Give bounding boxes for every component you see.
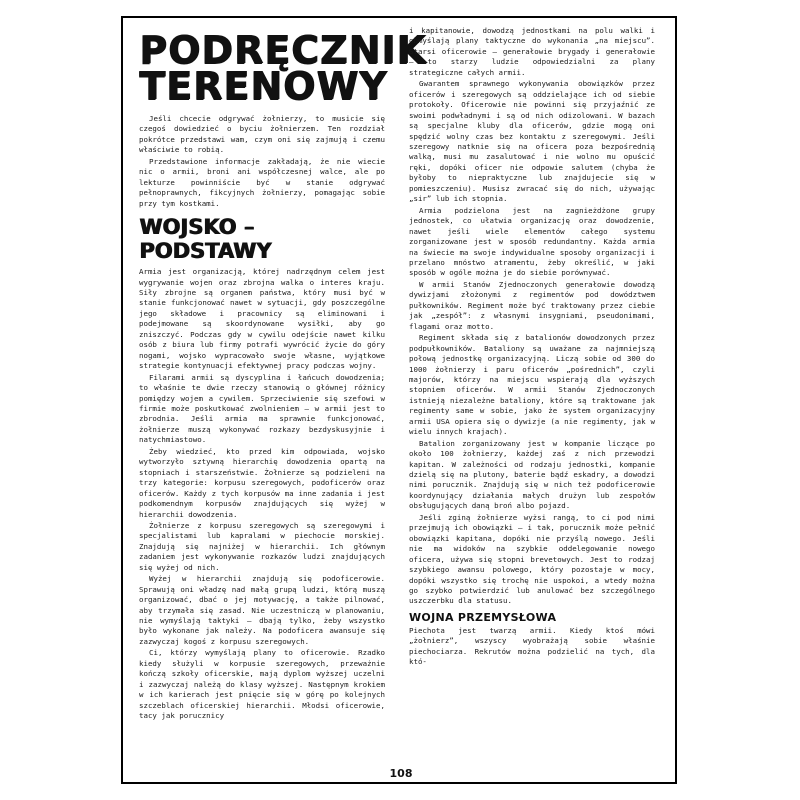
intro-paragraph: Jeśli chcecie odgrywać żołnierzy, to musicie się czegoś dowiedzieć o byciu żołnierzem. Ten rozdział pokrótce przedstawi wam, czym oni się zajmują i czemu właściwie to robią. [139,114,385,155]
body-paragraph: Gwarantem sprawnego wykonywania obowiązków przez oficerów i szeregowych są oddzielające ich od siebie protokoły. Oficerowie nie powinni się przyjaźnić ze swoimi podwładnymi i są od nich odizolowani. W bazach są specjalne kluby dla oficerów, gdzie mogą oni spędzić wolny czas bez kontaktu z szeregowymi. Jeśli szeregowy natknie się na oficera poza bezpośrednią walką, musi mu zasalutować i nie wolno mu opuścić ręki, dopóki oficer nie odpowie salutem (chyba że byłoby to niepraktyczne lub znajdujecie się w pomieszczeniu). Musisz zwracać się do nich, używając „sir” lub ich stopnia. [409,79,655,204]
page-number: 108 [389,767,413,780]
page-title: PODRĘCZNIK TERENOWY [139,28,427,108]
body-paragraph: Filarami armii są dyscyplina i łańcuch dowodzenia; to właśnie te dwie rzeczy stanowią o głównej różnicy pomiędzy wojem a cywilem. Sprzeciwienie się szefowi w firmie może poskutkować zwolnieniem – w armii jest to zbrodnia. Jeśli armia ma sprawnie funkcjonować, żołnierze muszą wykonywać rozkazy bezdyskusyjnie i natychmiastowo. [139,372,385,445]
body-paragraph: Armia podzielona jest na zagnieżdżone grupy jednostek, co ułatwia organizację oraz dowodzenie, nawet jeśli wiele elementów całego systemu zorganizowane jest w sposób redundantny. Każda armia na świecie ma swoje indywidualne sposoby organizacji i przelano mnóstwo atramentu, żeby określić, w jaki sposób w ogóle można je do siebie porównywać. [409,205,655,278]
body-paragraph: Piechota jest twarzą armii. Kiedy ktoś mówi „żołnierz”, wszyscy wyobrażają sobie właśnie piechociarza. Rekrutów można podzielić na tych, dla któ- [409,625,655,667]
body-paragraph: Wyżej w hierarchii znajdują się podoficerowie. Sprawują oni władzę nad małą grupą ludzi, którą muszą organizować, dbać o jej motywację, a także pilnować, aby trzymała się zasad. Nie uczestniczą w planowaniu, nie wymyślają taktyki – dbają tylko, żeby wszystko było wykonane jak należy. Na podoficera awansuje się zazwyczaj kogoś z korpusu szeregowych. [139,574,385,646]
right-column [409,26,655,669]
body-paragraph: Ci, którzy wymyślają plany to oficerowie. Rzadko kiedy służyli w korpusie szeregowych, przeważnie kończą szkoły oficerskie, mają dyplom wyższej uczelni i zazwyczaj należą do klasy wyższej. Następnym krokiem w ich karierach jest pnięcie się w górę po kolejnych szczeblach oficerskiej hierarchii. Młodsi oficerowie, tacy jak porucznicy [139,648,385,721]
body-paragraph: Regiment składa się z batalionów dowodzonych przez podpułkowników. Bataliony są uważane za najmniejszą połową jednostkę organizacyjną. Liczą sobie od 300 do 1000 żołnierzy i paru oficerów „pośrednich”, czyli majorów, którzy na miejscu wspierają dla wyższych stopniem oficerów. W armii Stanów Zjednoczonych istnieją niezależne bataliony, które są traktowane jak regimenty same w sobie, jako że system organizacyjny armii USA opiera się o dywizje (a nie regimenty, jak w wielu innych krajach). [409,333,655,437]
subsection-heading: WOJNA PRZEMYSŁOWA [409,610,557,624]
section-heading: WOJSKO – PODSTAWY [139,215,272,264]
body-paragraph: Żołnierze z korpusu szeregowych są szeregowymi i specjalistami lub kapralami w piechocie morskiej. Znajdują się najniżej w hierarchii. Ich głównym zadaniem jest wykonywanie rozkazów ludzi znajdujących się wyżej od nich. [139,520,385,572]
body-paragraph: Batalion zorganizowany jest w kompanie liczące po około 100 żołnierzy, każdej zaś z nich przewodzi kapitan. W zależności od rodzaju jednostki, kompanie dzielą się na plutony, baterie bądź eskadry, a dowodzi nimi porucznik. Znajdują się w nich też podoficerowie koordynujący działania małych drużyn lub zespołów obsługujących daną broń albo pojazd. [409,438,655,511]
body-paragraph: Żeby wiedzieć, kto przed kim odpowiada, wojsko wytworzyło sztywną hierarchię dowodzenia opartą na stopniach i starszeństwie. Żołnierze są podzieleni na trzy kategorie: korpusu szeregowych, podoficerów oraz oficerów. Każdy z tych korpusów ma inne zadania i jest podkomendnym korpusów znajdujących się wyżej w hierarchii dowodzenia. [139,446,385,519]
intro-paragraph: Przedstawione informacje zakładają, że nie wiecie nic o armii, broni ani współczesnej walce, ale po lekturze powinniście być w stanie odgrywać pełnoprawnych, fikcyjnych żołnierzy, pomagając sobie przy tym kostkami. [139,156,385,208]
body-paragraph: W armii Stanów Zjednoczonych generałowie dowodzą dywizjami złożonymi z regimentów pod dowództwem pułkowników. Regiment może być traktowany przez ciebie jak „zespół”: z własnymi insygniami, pseudonimami, flagami oraz motto. [409,279,655,331]
book-page [121,16,677,784]
body-paragraph: Armia jest organizacją, której nadrzędnym celem jest wygrywanie wojen oraz zbrojna walka o interes kraju. Siły zbrojne są organem państwa, który musi być w stanie funkcjonować nawet w sytuacji, gdy poszczególne jego składowe i pracownicy są eliminowani i podejmowane są skoordynowane wysiłki, aby go zniszczyć. Podczas gdy w cywilu odejście nawet kilku osób z biura lub firmy potrafi wywrócić życie do góry nogami, wojsko wypracowało swoje własne, wyjątkowe strategie kontynuacji efektywnej pracy podczas wojny. [139,267,385,371]
body-paragraph: Jeśli zginą żołnierze wyżsi rangą, to ci pod nimi przejmują ich obowiązki – i tak, porucznik może pełnić obowiązki kapitana, dopóki nie przyślą nowego. Jeśli nie ma widoków na szybkie oddelegowanie nowego oficera, używa się stopni brevetowych. Jest to rodzaj szybkiego awansu polowego, który pozostaje w mocy, dopóki wszystko się trochę nie uspokoi, a wtedy można go szybko potwierdzić lub anulować bez szczególnego uszczerbku dla statusu. [409,512,655,606]
body-paragraph: i kapitanowie, dowodzą jednostkami na polu walki i obmyślają plany taktyczne do wykonania „na miejscu”. Starsi oficerowie – generałowie brygady i generałowie – to starzy ludzie odpowiedzialni za plany strategiczne całych armii. [409,26,655,77]
left-column [139,28,427,723]
